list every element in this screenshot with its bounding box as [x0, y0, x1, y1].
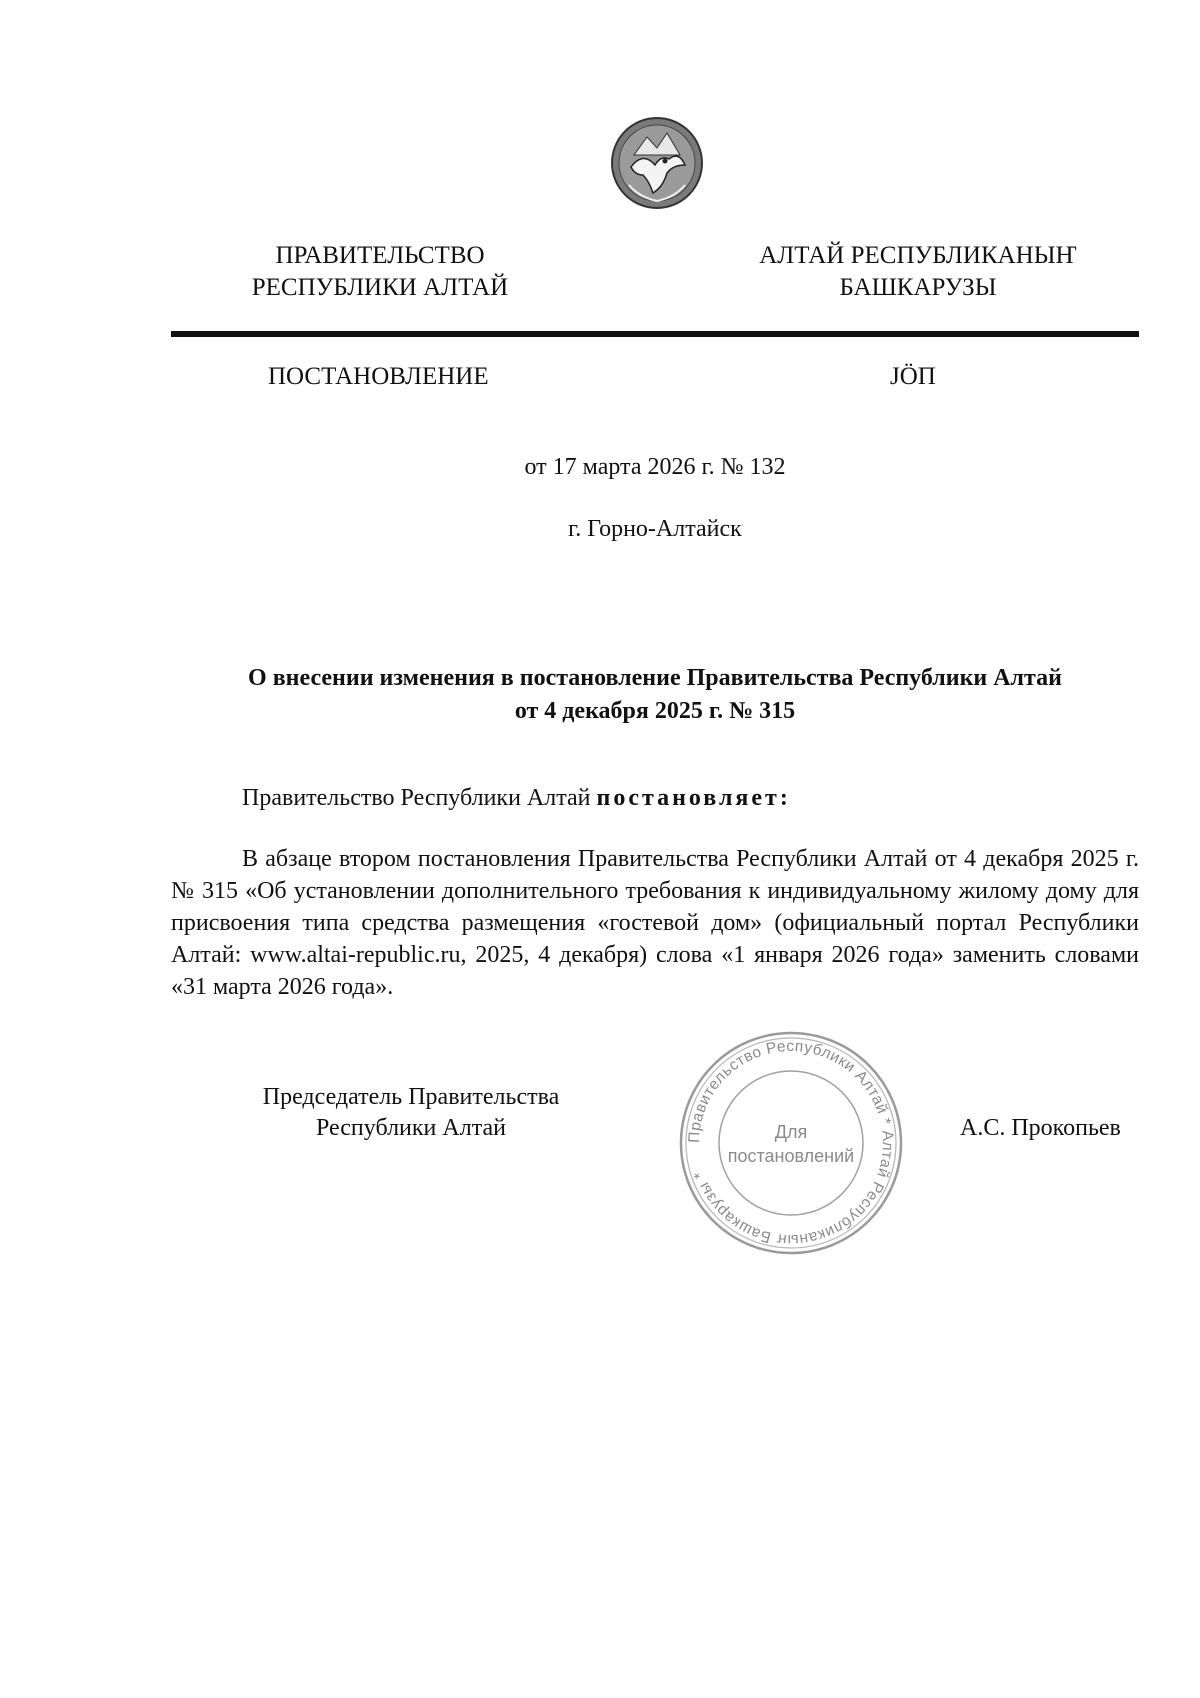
doc-type-altai: JӦП	[890, 363, 936, 390]
decree-lead: Правительство Республики Алтай	[242, 785, 597, 811]
decree-statement	[242, 783, 791, 813]
city-line: г. Горно-Алтайск	[568, 516, 742, 542]
header-right-line2: БАШКАРУЗЫ	[839, 274, 997, 301]
header-left-line1: ПРАВИТЕЛЬСТВО	[275, 242, 485, 269]
doc-type-russian: ПОСТАНОВЛЕНИЕ	[268, 363, 489, 390]
stamp-center-line2: постановлений	[727, 1146, 855, 1166]
header-left	[230, 240, 530, 304]
signatory-name: А.С. Прокопьев	[960, 1115, 1121, 1141]
header-divider	[171, 331, 1139, 337]
svg-text:Правительство Республики Алтай	[686, 1038, 896, 1248]
signatory-title	[236, 1082, 586, 1144]
title-line2: от 4 декабря 2025 г. № 315	[514, 698, 796, 724]
official-stamp	[676, 1028, 906, 1258]
stamp-center-line1: Для	[774, 1122, 808, 1142]
header-right-line1: АЛТАЙ РЕСПУБЛИКАНЫҤ	[759, 242, 1077, 269]
signatory-title-line2: Республики Алтай	[316, 1115, 506, 1141]
header-right	[748, 240, 1088, 304]
document-title	[171, 662, 1139, 728]
body-paragraph: В абзаце втором постановления Правительства Республики Алтай от 4 декабря 2025 г. № 315 «Об установлении дополнительного требования к индивидуальному жилому дому для присвоения типа средства размещения «гостевой дом» (официальный портал Республики Алтай: www.altai-republic.ru, 2025, 4 декабря) слова «1 января 2026 года» заменить словами «31 марта 2026 года».	[171, 846, 1139, 1000]
coat-of-arms-emblem	[609, 115, 705, 211]
header-left-line2: РЕСПУБЛИКИ АЛТАЙ	[251, 274, 509, 301]
decree-colon: :	[779, 785, 791, 811]
title-line1: О внесении изменения в постановление Правительства Республики Алтай	[248, 665, 1062, 691]
date-number-line: от 17 марта 2026 г. № 132	[524, 454, 786, 480]
stamp-outer-text: Правительство Республики Алтай * Алтай Республиканыҥ Башкарузы *	[685, 1037, 897, 1249]
signatory-title-line1: Председатель Правительства	[262, 1084, 560, 1110]
decree-verb: постановляет	[596, 785, 780, 811]
